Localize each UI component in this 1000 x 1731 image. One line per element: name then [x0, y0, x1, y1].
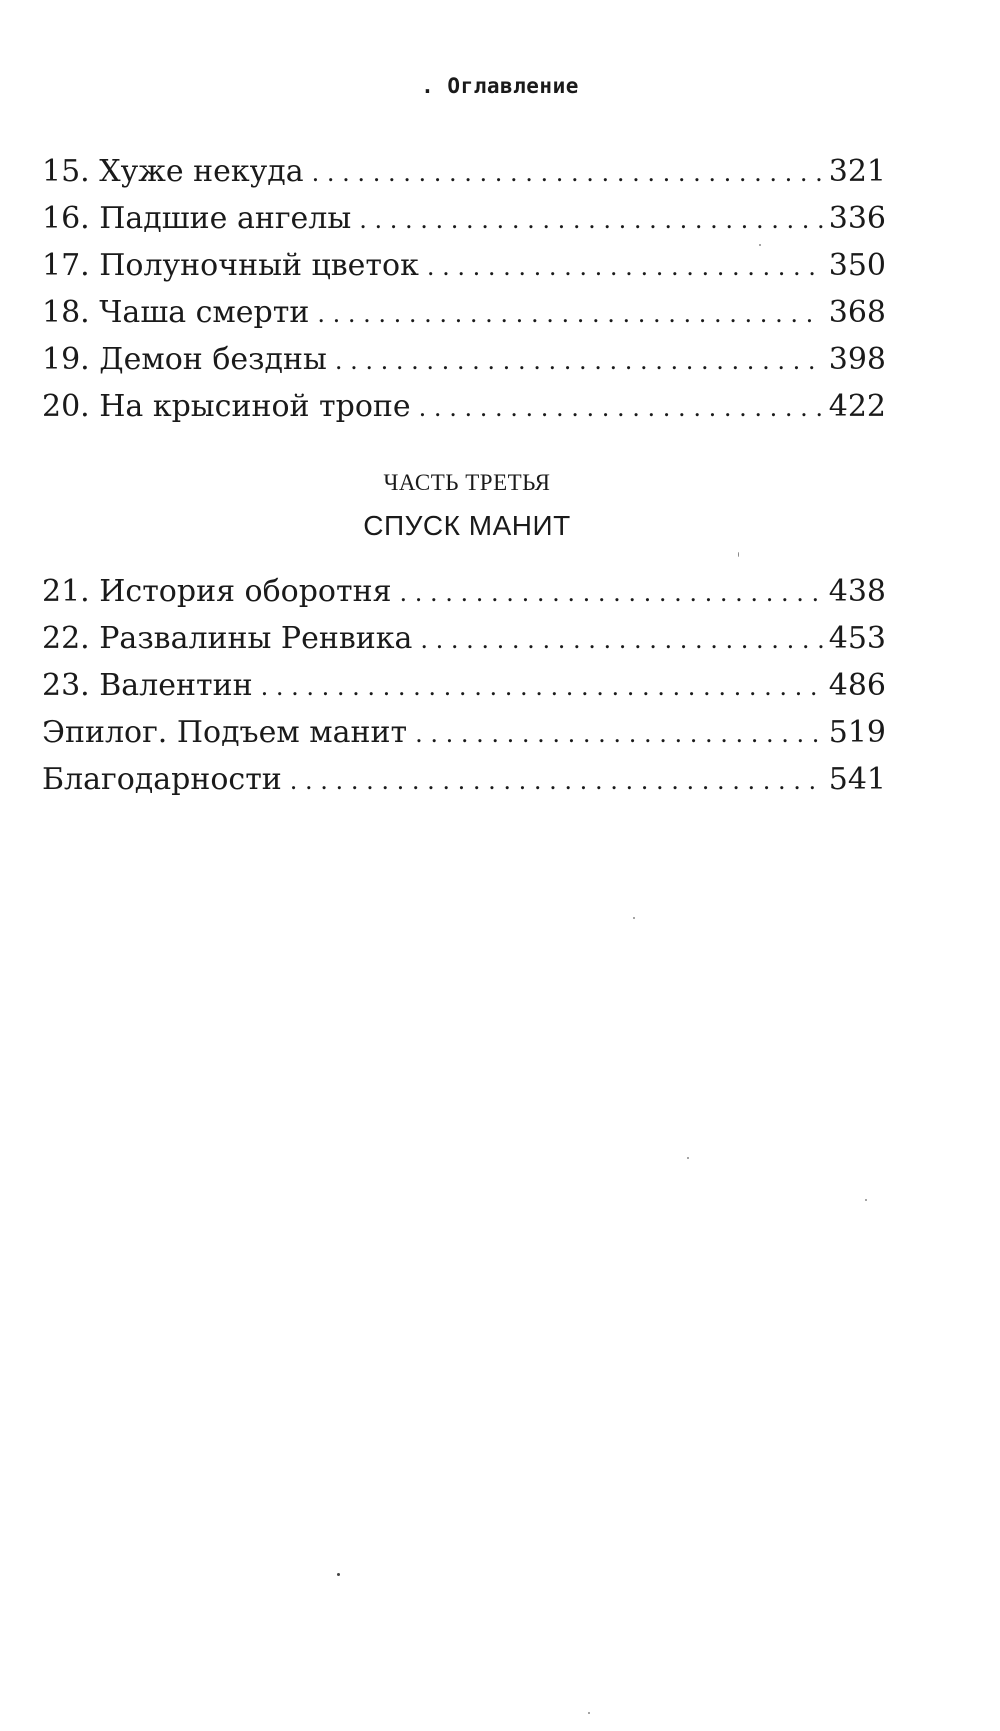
toc-leader-dots: [427, 244, 823, 291]
toc-entry-page: 321: [828, 154, 886, 189]
toc-entry: [42, 289, 886, 336]
scan-speck: [738, 552, 739, 557]
scan-speck: [865, 1199, 867, 1201]
toc-entry-title: Благодарности: [42, 762, 282, 797]
toc-entry: [42, 709, 886, 756]
part-label: ЧАСТЬ ТРЕТЬЯ: [383, 470, 551, 495]
toc-entry-title: 19. Демон бездны: [42, 342, 327, 377]
scan-speck: [759, 244, 761, 246]
toc-leader-dots: [400, 570, 823, 617]
toc-leader-dots: [290, 758, 823, 805]
toc-entry-title: 17. Полуночный цветок: [42, 248, 419, 283]
toc-entry: [42, 662, 886, 709]
toc-entry-page: 336: [828, 201, 886, 236]
toc-entry-page: 398: [828, 342, 886, 377]
scan-speck: [588, 1712, 590, 1714]
toc-entry-page: 350: [828, 248, 886, 283]
toc-entry-page: 486: [828, 668, 886, 703]
toc-list-part-three: [42, 568, 886, 803]
toc-entry: [42, 568, 886, 615]
toc-leader-dots: [420, 617, 822, 664]
toc-entry-page: 422: [828, 389, 886, 424]
toc-entry: [42, 383, 886, 430]
scan-speck: [687, 1157, 689, 1159]
toc-leader-dots: [415, 711, 823, 758]
toc-entry-title: 16. Падшие ангелы: [42, 201, 352, 236]
toc-entry-title: 18. Чаша смерти: [42, 295, 310, 330]
toc-list-part-two: [42, 148, 886, 430]
toc-entry: [42, 148, 886, 195]
toc-leader-dots: [359, 197, 823, 244]
toc-entry: [42, 336, 886, 383]
toc-leader-dots: [419, 385, 823, 432]
toc-entry-page: 541: [828, 762, 886, 797]
running-head: . Оглавление: [421, 74, 579, 98]
toc-entry-title: 23. Валентин: [42, 668, 253, 703]
toc-entry-page: 438: [828, 574, 886, 609]
toc-entry-title: 22. Развалины Ренвика: [42, 621, 413, 656]
toc-leader-dots: [317, 291, 822, 338]
toc-entry: [42, 615, 886, 662]
toc-entry: [42, 242, 886, 289]
toc-entry-title: 20. На крысиной тропе: [42, 389, 411, 424]
toc-entry-title: 15. Хуже некуда: [42, 154, 304, 189]
toc-entry-page: 519: [828, 715, 886, 750]
toc-leader-dots: [335, 338, 823, 385]
toc-entry-title: 21. История оборотня: [42, 574, 392, 609]
scan-speck: [633, 917, 635, 919]
toc-leader-dots: [261, 664, 823, 711]
toc-leader-dots: [312, 150, 823, 197]
toc-entry-title: Эпилог. Подъем манит: [42, 715, 408, 750]
toc-entry-page: 453: [828, 621, 886, 656]
toc-entry: [42, 756, 886, 803]
toc-entry-page: 368: [828, 295, 886, 330]
scan-speck: [337, 1573, 340, 1576]
part-title: СПУСК МАНИТ: [363, 510, 571, 541]
toc-entry: [42, 195, 886, 242]
